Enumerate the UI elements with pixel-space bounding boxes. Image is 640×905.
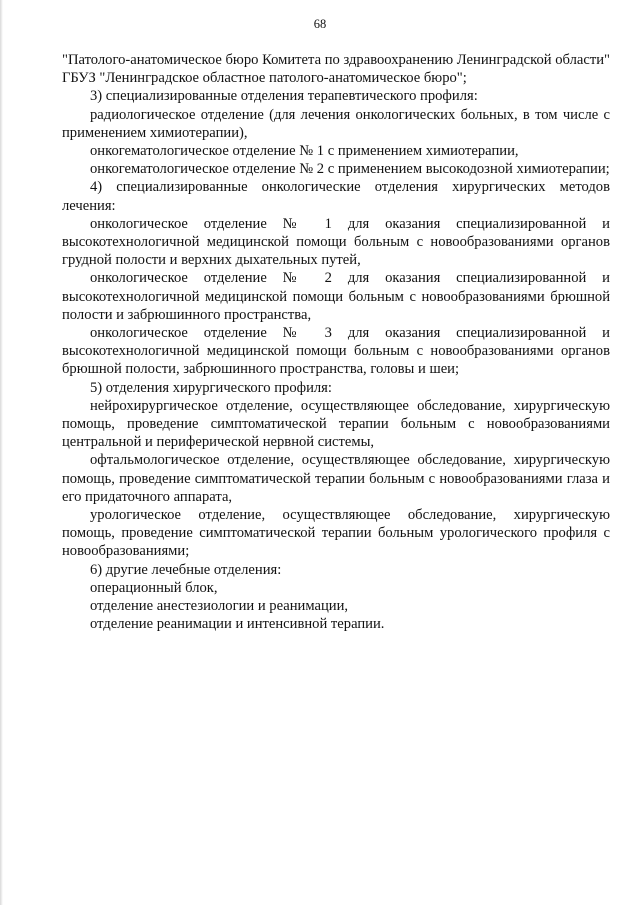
page-number: 68 xyxy=(313,17,327,31)
list-item-oncology-1: онкологическое отделение № 1 для оказания специализированной и высокотехнологичной медицинской помощи больным с новообразованиями органов грудной полости и верхних дыхательных путей, xyxy=(62,215,610,269)
heading-surgical-oncology-departments: 4) специализированные онкологические отделения хирургических методов лечения: xyxy=(62,179,610,214)
list-item-anesthesiology: отделение анестезиологии и реанимации, xyxy=(90,598,349,615)
list-item-oncology-2: онкологическое отделение № 2 для оказания специализированной и высокотехнологичной медицинской помощи больным с новообразованиями брюшной полости и забрюшинного пространства, xyxy=(62,270,610,323)
list-item-oncohematology-1: онкогематологическое отделение № 1 с применением химиотерапии, xyxy=(90,143,519,160)
list-item-ophthalmology: офтальмологическое отделение, осуществляющее обследование, хирургическую помощь, проведение симптоматической терапии больным с новообразованиями глаза и его придаточного аппарата, xyxy=(62,452,610,505)
scan-edge-shadow xyxy=(0,0,3,905)
list-item-oncology-3: онкологическое отделение № 3 для оказания специализированной и высокотехнологичной медицинской помощи больным с новообразованиями органов брюшной полости, забрюшинного пространства, головы и шеи; xyxy=(62,325,610,378)
list-item-operating-unit: операционный блок, xyxy=(90,579,218,596)
list-item-urology: урологическое отделение, осуществляющее обследование, хирургическую помощь, проведение симптоматической терапии больным урологического профиля с новообразованиями; xyxy=(62,507,610,560)
list-item-intensive-care: отделение реанимации и интенсивной терапии. xyxy=(90,616,385,633)
list-item-neurosurgery: нейрохирургическое отделение, осуществляющее обследование, хирургическую помощь, проведение симптоматической терапии больным с новообразованиями центральной и периферической нервной системы, xyxy=(62,397,610,451)
list-item-oncohematology-2: онкогематологическое отделение № 2 с применением высокодозной химиотерапии; xyxy=(90,161,610,178)
heading-therapeutic-departments: 3) специализированные отделения терапевтического профиля: xyxy=(90,88,478,105)
heading-other-departments: 6) другие лечебные отделения: xyxy=(90,561,282,578)
paragraph-bureau-name: "Патолого-анатомическое бюро Комитета по здравоохранению Ленинградской области" ГБУЗ "Ленинградское областное патолого-анатомическое бюро"; xyxy=(62,52,610,87)
list-item-radiology-department: радиологическое отделение (для лечения онкологических больных, в том числе с применением химиотерапии), xyxy=(62,106,610,141)
document-body xyxy=(62,51,610,634)
heading-surgical-departments: 5) отделения хирургического профиля: xyxy=(90,379,332,396)
